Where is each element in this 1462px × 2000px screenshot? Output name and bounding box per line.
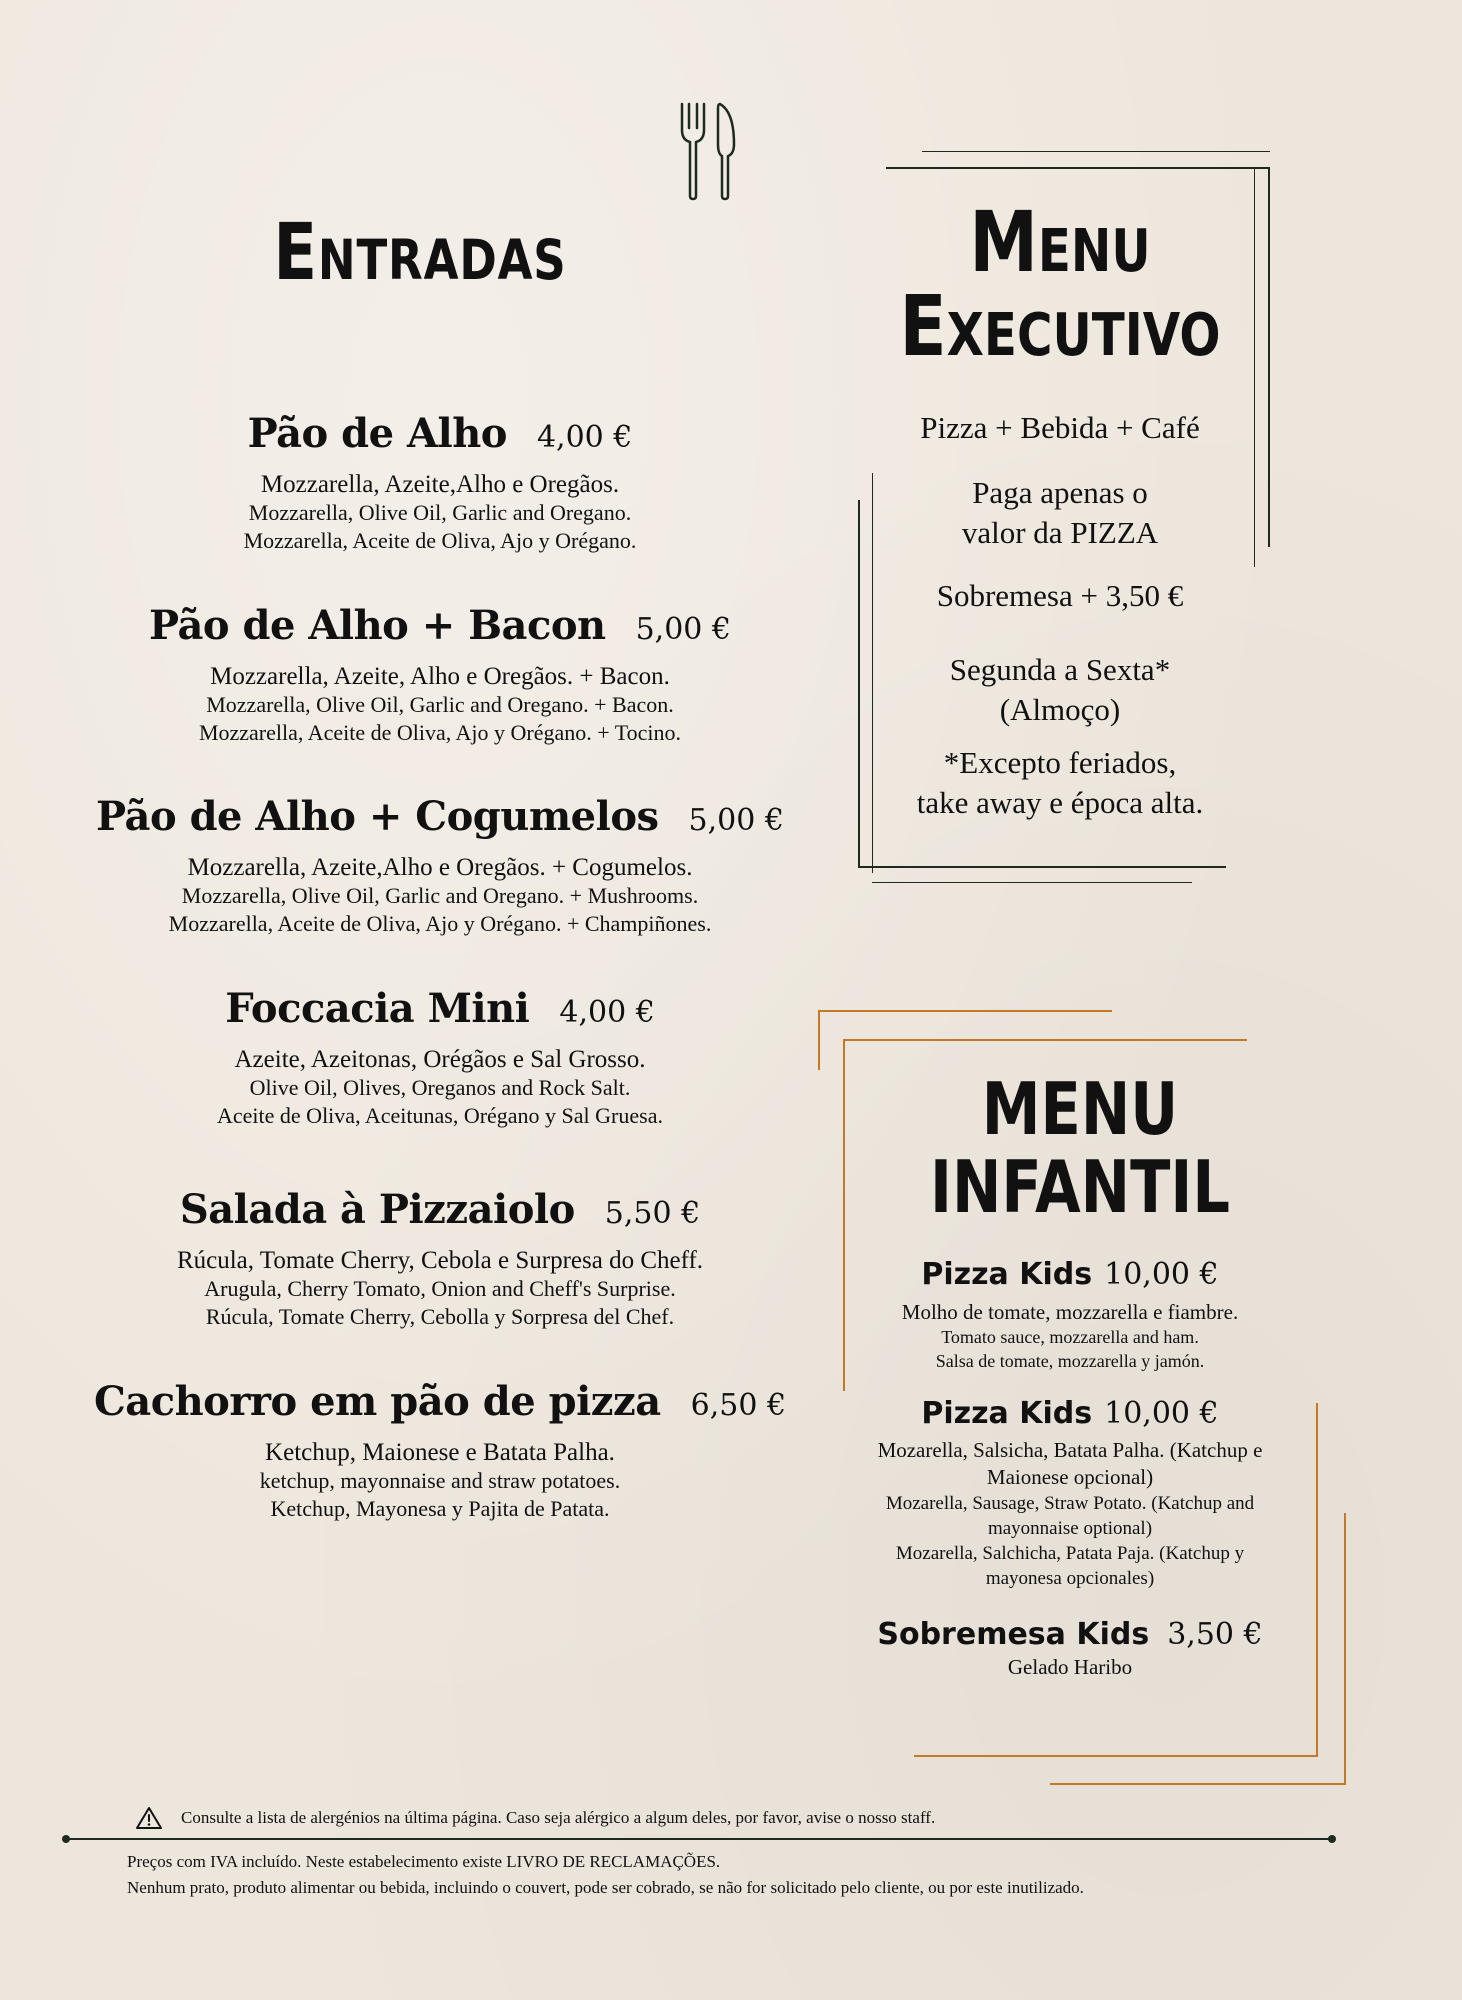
desc-pt: Ketchup, Maionese e Batata Palha. [265, 1439, 615, 1466]
item-description [60, 1247, 820, 1331]
item-name: Pão de Alho + Cogumelos [96, 793, 659, 840]
desc-es: Aceite de Oliva, Aceitunas, Orégano y Sal Gruesa. [217, 1103, 663, 1128]
fork-knife-icon [676, 100, 738, 202]
item-name: Salada à Pizzaiolo [179, 1186, 575, 1233]
desc-en: Mozzarella, Olive Oil, Garlic and Oregano. [248, 500, 632, 525]
desc-pt: Mozzarella, Azeite,Alho e Oregãos. + Cogumelos. [187, 854, 693, 881]
divider-dot [62, 1835, 70, 1843]
executivo-combo: Pizza + Bebida + Café [920, 410, 1200, 445]
desc-es: Mozarella, Salchicha, Patata Paja. (Katchup y [895, 1543, 1245, 1564]
desc-en: Mozzarella, Olive Oil, Garlic and Oregano. + Bacon. [206, 692, 674, 717]
desc-pt: Azeite, Azeitonas, Orégãos e Sal Grosso. [234, 1046, 646, 1073]
executivo-title [888, 193, 1232, 375]
desc-en: ketchup, mayonnaise and straw potatoes. [259, 1468, 621, 1493]
kids-item-price: 10,00 € [1104, 1396, 1219, 1431]
warning-triangle-icon [135, 1806, 163, 1830]
footer-vat-note: Preços com IVA incluído. Neste estabelecimento existe LIVRO DE RECLAMAÇÕES. [127, 1852, 721, 1871]
executivo-pay [850, 473, 1270, 553]
kids-item [850, 1257, 1290, 1373]
item-price: 4,00 € [536, 420, 633, 455]
menu-item [60, 985, 820, 1130]
title-line: Executivo [899, 277, 1221, 375]
desc-pt: Mozzarella, Azeite, Alho e Oregãos. + Bacon. [210, 663, 670, 690]
desc-pt: Mozzarella, Azeite,Alho e Oregãos. [260, 471, 620, 498]
days-line: Segunda a Sexta* [949, 652, 1171, 687]
item-description [60, 1046, 820, 1130]
exception-line: *Excepto feriados, [943, 745, 1177, 780]
menu-item [60, 602, 820, 747]
menu-item [60, 410, 820, 555]
desc-es: Salsa de tomate, mozzarella y jamón. [935, 1351, 1205, 1371]
item-description [60, 854, 820, 938]
desc-pt: Rúcula, Tomate Cherry, Cebola e Surpresa do Cheff. [176, 1247, 704, 1274]
footer-couvert-note: Nenhum prato, produto alimentar ou bebida, incluindo o couvert, pode ser cobrado, se não for solicitado pelo cliente, ou por este inutilizado. [127, 1878, 1084, 1897]
pay-line: valor da PIZZA [961, 515, 1159, 550]
desc-en: Arugula, Cherry Tomato, Onion and Cheff's Surprise. [204, 1276, 676, 1301]
title-line: INFANTIL [930, 1145, 1230, 1229]
desc-en: Olive Oil, Olives, Oreganos and Rock Salt. [249, 1075, 631, 1100]
desc-en: Mozzarella, Olive Oil, Garlic and Oregano. + Mushrooms. [181, 883, 699, 908]
item-price: 5,00 € [688, 803, 784, 838]
desc-es: Ketchup, Mayonesa y Pajita de Patata. [270, 1496, 610, 1521]
kids-item-name: Sobremesa Kids [877, 1617, 1150, 1652]
menu-item [60, 1186, 820, 1331]
kids-item-name: Pizza Kids [921, 1396, 1093, 1431]
desc-en: mayonnaise optional) [987, 1518, 1153, 1539]
desc-pt: Maionese opcional) [986, 1465, 1154, 1489]
desc-en: Tomato sauce, mozzarella and ham. [941, 1327, 1199, 1347]
footer-divider [66, 1838, 1332, 1840]
executivo-days [850, 650, 1270, 730]
executivo-dessert: Sobremesa + 3,50 € [936, 578, 1184, 613]
item-name: Pão de Alho [247, 410, 507, 457]
menu-item [60, 793, 820, 938]
menu-item [60, 1378, 820, 1523]
item-name: Foccacia Mini [225, 985, 530, 1032]
kids-item-name: Pizza Kids [921, 1257, 1093, 1292]
desc-pt: Mozarella, Salsicha, Batata Palha. (Katchup e [877, 1438, 1263, 1462]
exception-line: take away e época alta. [916, 785, 1204, 820]
desc-es: Mozzarella, Aceite de Oliva, Ajo y Orégano. [243, 528, 637, 553]
allergen-notice [135, 1806, 935, 1830]
desc-en: Mozarella, Sausage, Straw Potato. (Katchup and [885, 1493, 1255, 1514]
title-line: MENU [981, 1067, 1179, 1151]
kids-item [850, 1617, 1290, 1680]
item-price: 6,50 € [690, 1388, 787, 1423]
days-line: (Almoço) [999, 692, 1121, 727]
executivo-exceptions [850, 743, 1270, 823]
desc-es: Rúcula, Tomate Cherry, Cebolla y Sorpresa del Chef. [205, 1304, 675, 1329]
desc-pt: Molho de tomate, mozzarella e fiambre. [901, 1300, 1239, 1324]
title-line: Menu [969, 193, 1151, 291]
item-price: 4,00 € [559, 995, 655, 1030]
item-price: 5,00 € [635, 612, 731, 647]
item-description [60, 471, 820, 555]
allergen-text: Consulte a lista de alergénios na última página. Caso seja alérgico a algum deles, por favor, avise o nosso staff. [181, 1808, 936, 1827]
item-description [60, 1439, 820, 1523]
divider-dot [1328, 1835, 1336, 1843]
kids-item-price: 3,50 € [1167, 1617, 1263, 1652]
pay-line: Paga apenas o [972, 475, 1148, 510]
entradas-title: Entradas [273, 208, 567, 298]
desc-es: mayonesa opcionales) [985, 1568, 1155, 1589]
kids-item-description: Gelado Haribo [1007, 1655, 1133, 1679]
infantil-title [916, 1067, 1244, 1229]
item-name: Pão de Alho + Bacon [149, 602, 606, 649]
kids-item-price: 10,00 € [1104, 1257, 1219, 1292]
desc-es: Mozzarella, Aceite de Oliva, Ajo y Orégano. + Champiñones. [168, 911, 712, 936]
item-name: Cachorro em pão de pizza [93, 1378, 661, 1425]
desc-es: Mozzarella, Aceite de Oliva, Ajo y Orégano. + Tocino. [198, 720, 682, 745]
kids-item [850, 1396, 1290, 1591]
item-price: 5,50 € [604, 1196, 701, 1231]
item-description [60, 663, 820, 747]
